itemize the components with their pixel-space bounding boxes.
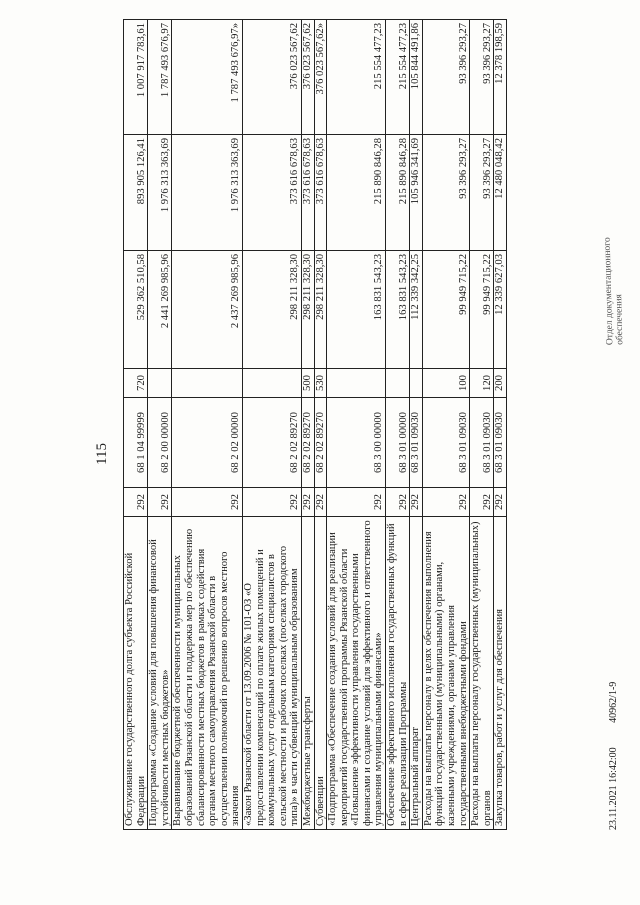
print-datetime: 23.11.2021 16:42:00: [608, 747, 619, 830]
stamp-line-2: обеспечения: [614, 294, 626, 345]
table-row: [386, 20, 410, 830]
cell-v1: 99 949 715,22: [470, 251, 494, 369]
cell-name: Центральный аппарат: [410, 517, 423, 830]
cell-grbs: 292: [422, 488, 469, 517]
table-row: [327, 20, 386, 830]
budget-table: [123, 19, 507, 830]
cell-v1: 298 211 328,30: [242, 251, 301, 369]
cell-name: Межбюджетные трансферты: [301, 517, 314, 830]
table-row: [242, 20, 301, 830]
cell-name: Закупка товаров, работ и услуг для обеспечения: [494, 517, 507, 830]
cell-vr: 530: [314, 369, 327, 398]
cell-v3: 12 378 198,59: [494, 20, 507, 135]
cell-vr: 100: [422, 369, 469, 398]
stamp-line-1: Отдел документационного: [602, 237, 616, 346]
cell-name: «Закон Рязанской области от 13.09.2006 № 101-ОЗ «О предоставлении компенсаций по оплате жилых помещений и коммунальных услуг отдельным категориям специалистов в сельской местности и рабочих поселках (поселках городского типа)» в части субвенций муниципальным образованиям: [242, 517, 301, 830]
cell-vr: [148, 369, 172, 398]
cell-vr: [242, 369, 301, 398]
cell-v2: 373 616 678,63: [301, 135, 314, 251]
cell-v2: 215 890 846,28: [386, 135, 410, 251]
cell-v2: 1 976 313 363,69: [148, 135, 172, 251]
cell-v2: 1 976 313 363,69: [172, 135, 243, 251]
cell-vr: [386, 369, 410, 398]
cell-name: Выравнивание бюджетной обеспеченности муниципальных образований Рязанской области и поддержка мер по обеспечению сбалансированности местных бюджетов в рамках содействия органам местного самоуправления Рязанской области в осуществлении полномочий по решению вопросов местного значения: [172, 517, 243, 830]
cell-name: Расходы на выплаты персоналу в целях обеспечения выполнения функций государственными (муниципальными) органами, казенными учреждениями, органами управления государственными внебюджетными фондами: [422, 517, 469, 830]
cell-cs: 68 3 01 09030: [410, 398, 423, 488]
department-stamp: [603, 237, 626, 345]
cell-v1: 2 437 269 985,96: [172, 251, 243, 369]
table-row: [410, 20, 423, 830]
table-row: [422, 20, 469, 830]
cell-grbs: 292: [494, 488, 507, 517]
cell-v1: 163 831 543,23: [386, 251, 410, 369]
cell-grbs: 292: [470, 488, 494, 517]
table-row: [124, 20, 148, 830]
cell-vr: 500: [301, 369, 314, 398]
cell-v1: 2 441 269 985,96: [148, 251, 172, 369]
cell-cs: 68 2 02 00000: [172, 398, 243, 488]
cell-name: «Подпрограмма «Обеспечение создания условий для реализации мероприятий государственной программы Рязанской области «Повышение эффективности управления государственными финансами и создание условий для эффективного и ответственного управления муниципальными финансами»: [327, 517, 386, 830]
cell-v3: 215 554 477,23: [327, 20, 386, 135]
cell-cs: 68 2 02 89270: [314, 398, 327, 488]
cell-grbs: 292: [386, 488, 410, 517]
cell-v1: 298 211 328,30: [314, 251, 327, 369]
cell-cs: 68 2 02 89270: [242, 398, 301, 488]
cell-cs: 68 3 01 09030: [470, 398, 494, 488]
cell-name: Подпрограмма «Создание условий для повышения финансовой устойчивости местных бюджетов»: [148, 517, 172, 830]
cell-vr: 120: [470, 369, 494, 398]
footer-stamp-line: [608, 660, 619, 830]
cell-grbs: 292: [314, 488, 327, 517]
cell-v1: 529 362 510,58: [124, 251, 148, 369]
cell-v1: 12 339 627,03: [494, 251, 507, 369]
cell-name: Расходы на выплаты персоналу государственных (муниципальных) органов: [470, 517, 494, 830]
cell-v2: 893 905 126,41: [124, 135, 148, 251]
cell-v3: 93 396 293,27: [470, 20, 494, 135]
cell-cs: 68 3 00 00000: [327, 398, 386, 488]
cell-grbs: 292: [172, 488, 243, 517]
cell-vr: [410, 369, 423, 398]
cell-cs: 68 3 01 09030: [422, 398, 469, 488]
cell-v3: 1 787 493 676,97: [148, 20, 172, 135]
cell-v2: 215 890 846,28: [327, 135, 386, 251]
cell-cs: 68 3 01 00000: [386, 398, 410, 488]
cell-grbs: 292: [242, 488, 301, 517]
cell-v3: 93 396 293,27: [422, 20, 469, 135]
cell-v3: 1 787 493 676,97»: [172, 20, 243, 135]
cell-v3: 215 554 477,23: [386, 20, 410, 135]
cell-v1: 163 831 543,23: [327, 251, 386, 369]
cell-cs: 68 2 02 89270: [301, 398, 314, 488]
cell-v2: 12 480 048,42: [494, 135, 507, 251]
cell-v2: 105 946 341,69: [410, 135, 423, 251]
cell-v3: 376 023 567,62: [301, 20, 314, 135]
cell-name: Обеспечение эффективного исполнения государственных функций в сфере реализации Программы: [386, 517, 410, 830]
cell-v1: 112 339 342,25: [410, 251, 423, 369]
cell-cs: 68 1 04 99999: [124, 398, 148, 488]
table-row: [148, 20, 172, 830]
table-row: [314, 20, 327, 830]
cell-v3: 105 844 491,86: [410, 20, 423, 135]
cell-v3: 376 023 567,62: [242, 20, 301, 135]
cell-v2: 373 616 678,63: [242, 135, 301, 251]
cell-v2: 93 396 293,27: [422, 135, 469, 251]
cell-grbs: 292: [124, 488, 148, 517]
cell-cs: 68 2 00 00000: [148, 398, 172, 488]
cell-v1: 298 211 328,30: [301, 251, 314, 369]
cell-vr: 200: [494, 369, 507, 398]
cell-vr: [172, 369, 243, 398]
cell-v2: 93 396 293,27: [470, 135, 494, 251]
cell-grbs: 292: [148, 488, 172, 517]
cell-grbs: 292: [410, 488, 423, 517]
table-row: [470, 20, 494, 830]
cell-cs: 68 3 01 09030: [494, 398, 507, 488]
document-id: 40962/1-9: [608, 681, 619, 723]
cell-grbs: 292: [301, 488, 314, 517]
cell-vr: [327, 369, 386, 398]
cell-v3: 376 023 567,62»: [314, 20, 327, 135]
cell-v3: 1 007 917 783,61: [124, 20, 148, 135]
cell-v2: 373 616 678,63: [314, 135, 327, 251]
cell-vr: 720: [124, 369, 148, 398]
page-number: 115: [94, 443, 110, 465]
cell-name: Субвенции: [314, 517, 327, 830]
budget-table-body: [124, 20, 507, 830]
table-row: [301, 20, 314, 830]
cell-grbs: 292: [327, 488, 386, 517]
table-row: [494, 20, 507, 830]
cell-v1: 99 949 715,22: [422, 251, 469, 369]
cell-name: Обслуживание государственного долга субъекта Российской Федерации: [124, 517, 148, 830]
table-row: [172, 20, 243, 830]
